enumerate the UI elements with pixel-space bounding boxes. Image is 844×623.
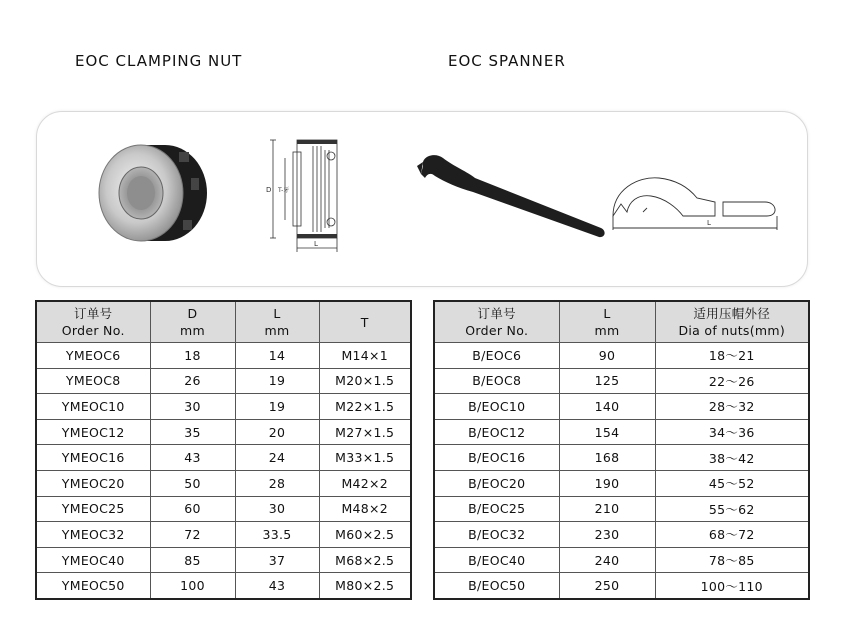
nut-thread-label: T-牙	[278, 187, 290, 194]
table-cell: 28～32	[655, 394, 809, 420]
spanner-table	[433, 300, 810, 600]
table-cell: YMEOC40	[36, 547, 150, 573]
table-cell: 43	[150, 445, 235, 471]
table-row	[434, 470, 809, 496]
table-row	[434, 343, 809, 369]
table-cell: YMEOC12	[36, 419, 150, 445]
table-cell: 20	[235, 419, 319, 445]
table-cell: 154	[559, 419, 655, 445]
table-cell: M27×1.5	[319, 419, 411, 445]
table-cell: 43	[235, 573, 319, 599]
table-cell: 35	[150, 419, 235, 445]
table-cell: YMEOC6	[36, 343, 150, 369]
table-cell: B/EOC25	[434, 496, 559, 522]
table-row	[36, 419, 411, 445]
table-cell: B/EOC6	[434, 343, 559, 369]
table-row	[36, 573, 411, 599]
table-cell: 250	[559, 573, 655, 599]
table-cell: B/EOC32	[434, 522, 559, 548]
table-cell: 19	[235, 394, 319, 420]
table-cell: B/EOC16	[434, 445, 559, 471]
clamping-nut-title: EOC CLAMPING NUT	[75, 52, 243, 70]
table-cell: M68×2.5	[319, 547, 411, 573]
table-cell: 30	[150, 394, 235, 420]
table-cell: 230	[559, 522, 655, 548]
table-cell: M60×2.5	[319, 522, 411, 548]
spanner-photo	[413, 148, 613, 248]
table-cell: 240	[559, 547, 655, 573]
table-row	[434, 445, 809, 471]
table-cell: 140	[559, 394, 655, 420]
table-row	[36, 394, 411, 420]
table-row	[434, 547, 809, 573]
table-cell: 190	[559, 470, 655, 496]
table-cell: B/EOC20	[434, 470, 559, 496]
table-cell: 19	[235, 368, 319, 394]
table-cell: YMEOC50	[36, 573, 150, 599]
table-cell: B/EOC12	[434, 419, 559, 445]
table-cell: M42×2	[319, 470, 411, 496]
table-cell: M22×1.5	[319, 394, 411, 420]
spanner-length-label: L	[707, 219, 711, 227]
table-cell: 60	[150, 496, 235, 522]
table-cell: 72	[150, 522, 235, 548]
table-cell: M33×1.5	[319, 445, 411, 471]
header-nut-diameter: 适用压帽外径 Dia of nuts(mm)	[655, 301, 809, 343]
table-cell: 18	[150, 343, 235, 369]
clamping-nut-photo	[93, 138, 213, 248]
header-order-no: 订单号 Order No.	[36, 301, 150, 343]
table-cell: YMEOC25	[36, 496, 150, 522]
table-cell: 50	[150, 470, 235, 496]
table-cell: YMEOC16	[36, 445, 150, 471]
table-cell: 90	[559, 343, 655, 369]
table-cell: 28	[235, 470, 319, 496]
header-order-no: 订单号 Order No.	[434, 301, 559, 343]
spanner-drawing	[607, 164, 797, 244]
table-cell: 33.5	[235, 522, 319, 548]
clamping-nut-drawing	[265, 130, 355, 260]
table-cell: 68～72	[655, 522, 809, 548]
table-cell: B/EOC50	[434, 573, 559, 599]
table-cell: B/EOC8	[434, 368, 559, 394]
table-row	[36, 522, 411, 548]
table-cell: B/EOC10	[434, 394, 559, 420]
table-cell: YMEOC32	[36, 522, 150, 548]
table-cell: YMEOC20	[36, 470, 150, 496]
table-cell: 34～36	[655, 419, 809, 445]
table-cell: M80×2.5	[319, 573, 411, 599]
table-cell: YMEOC10	[36, 394, 150, 420]
table-row	[36, 368, 411, 394]
table-cell: 168	[559, 445, 655, 471]
table-cell: M48×2	[319, 496, 411, 522]
table-row	[434, 496, 809, 522]
table-cell: 100～110	[655, 573, 809, 599]
table-row	[36, 496, 411, 522]
table-cell: 210	[559, 496, 655, 522]
table-cell: 26	[150, 368, 235, 394]
header-diameter: D mm	[150, 301, 235, 343]
table-row	[36, 445, 411, 471]
table-cell: M20×1.5	[319, 368, 411, 394]
table-cell: 100	[150, 573, 235, 599]
spanner-title: EOC SPANNER	[448, 52, 566, 70]
table-cell: 18～21	[655, 343, 809, 369]
table-row	[36, 547, 411, 573]
clamping-nut-table	[35, 300, 412, 600]
table-row	[36, 343, 411, 369]
table-cell: 55～62	[655, 496, 809, 522]
header-thread: T	[319, 301, 411, 343]
table-cell: 45～52	[655, 470, 809, 496]
table-cell: M14×1	[319, 343, 411, 369]
table-cell: 24	[235, 445, 319, 471]
table-cell: 30	[235, 496, 319, 522]
table-row	[36, 470, 411, 496]
product-image-panel	[36, 111, 808, 287]
table-row	[434, 573, 809, 599]
nut-diameter-label: D	[266, 186, 272, 194]
table-cell: YMEOC8	[36, 368, 150, 394]
table-row	[434, 419, 809, 445]
table-cell: 125	[559, 368, 655, 394]
table-cell: 38～42	[655, 445, 809, 471]
table-row	[434, 522, 809, 548]
table-cell: 37	[235, 547, 319, 573]
table-cell: 78～85	[655, 547, 809, 573]
table-cell: 22～26	[655, 368, 809, 394]
header-length: L mm	[235, 301, 319, 343]
nut-length-label: L	[314, 240, 318, 248]
table-cell: 14	[235, 343, 319, 369]
header-length: L mm	[559, 301, 655, 343]
table-row	[434, 394, 809, 420]
table-cell: B/EOC40	[434, 547, 559, 573]
table-cell: 85	[150, 547, 235, 573]
table-row	[434, 368, 809, 394]
